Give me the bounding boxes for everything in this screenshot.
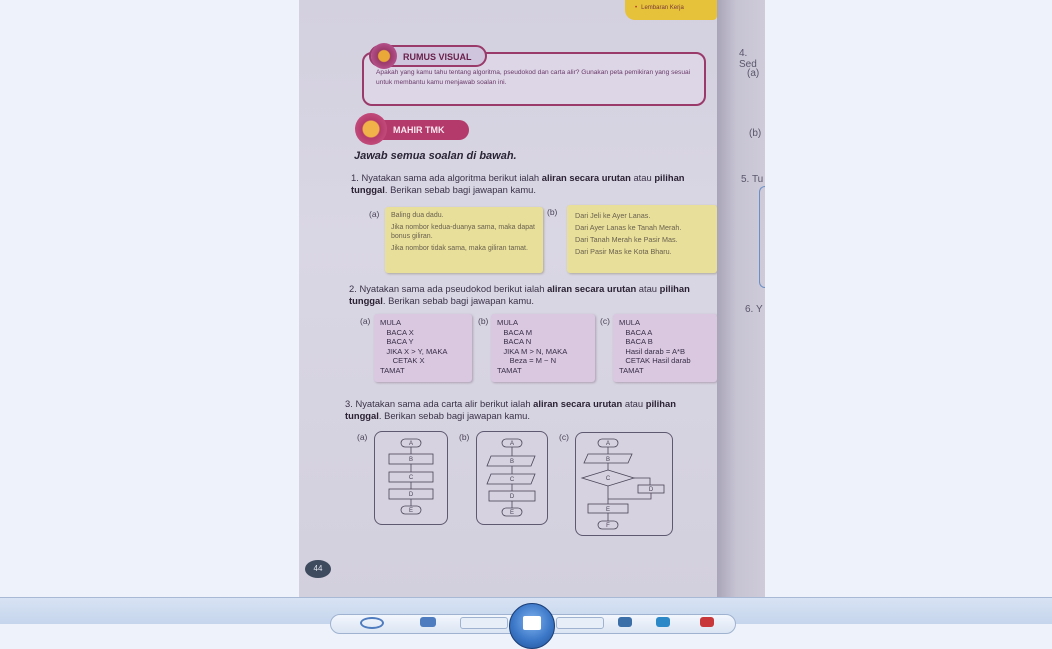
question-2 (349, 283, 701, 307)
pseudocode-box-b (491, 314, 595, 382)
label-c: (c) (559, 432, 569, 442)
code-line: CETAK X (380, 356, 425, 366)
flowchart-b-drawing (477, 432, 547, 524)
facing-question-4: 4. Sed (739, 48, 757, 70)
pencil-icon (355, 113, 387, 145)
flow-node-label: F (606, 523, 610, 529)
flow-node-label: A (509, 441, 515, 447)
code-line: Hasil darab = A*B (619, 346, 686, 356)
flow-node-label: A (408, 441, 414, 447)
question-number: 3. (345, 398, 353, 409)
zoom-button[interactable] (460, 617, 508, 629)
pseudocode-box-c (613, 314, 717, 382)
flowchart-a (374, 431, 448, 525)
question-text: . Berikan sebab bagi jawapan kamu. (384, 184, 536, 195)
facing-page (717, 0, 765, 597)
flow-node-label: E (408, 508, 414, 514)
code-line: TAMAT (380, 365, 405, 375)
rumus-visual-text: Apakah yang kamu tahu tentang algoritma, pseudokod dan carta alir? Gunakan peta pemikiran yang sesuai untuk membantu kamu menjawab soalan ini. (376, 69, 691, 86)
question-number: 2. (349, 283, 357, 294)
algorithm-line: Baling dua dadu. (391, 212, 444, 219)
flowchart-c-drawing (576, 433, 672, 535)
code-line: BACA N (497, 337, 532, 347)
question-text: Nyatakan sama ada algoritma berikut ialah (361, 172, 542, 183)
code-line: Beza = M − N (497, 356, 557, 366)
question-text: atau (630, 172, 655, 183)
question-text: Nyatakan sama ada carta alir berikut ialah (355, 398, 534, 409)
question-text: atau (622, 398, 646, 409)
label-a: (a) (369, 209, 380, 219)
label-b: (b) (547, 207, 558, 217)
slideshow-icon (523, 616, 541, 630)
code-line: MULA (619, 318, 641, 327)
rotate-left-icon[interactable] (618, 617, 632, 627)
question-number: 1. (351, 172, 359, 183)
flow-node-label: C (605, 476, 611, 482)
code-line: MULA (380, 318, 402, 327)
algorithm-box-a (385, 207, 543, 273)
algorithm-line: Dari Jeli ke Ayer Lanas. (575, 211, 651, 220)
flow-node-label: C (408, 475, 414, 481)
label-a: (a) (360, 316, 371, 326)
code-line: BACA M (497, 327, 533, 337)
flow-node-label: A (605, 441, 611, 447)
facing-label-a: (a) (747, 68, 760, 79)
rotate-right-icon[interactable] (656, 617, 670, 627)
code-line: BACA X (380, 327, 414, 337)
flow-node-label: D (648, 487, 654, 493)
code-line: JIKA M > N, MAKA (497, 346, 568, 356)
code-line: TAMAT (619, 365, 644, 375)
algorithm-line: Jika nombor tidak sama, maka giliran tamat. (391, 245, 528, 252)
code-line: CETAK Hasil darab (619, 356, 691, 366)
pseudocode-box-a (374, 314, 472, 382)
code-line: BACA A (619, 327, 653, 337)
rumus-visual-title: RUMUS VISUAL (369, 45, 487, 67)
code-line: JIKA X > Y, MAKA (380, 346, 448, 356)
next-icon[interactable] (420, 617, 436, 627)
question-text: . Berikan sebab bagi jawapan kamu. (382, 295, 534, 306)
slideshow-button[interactable] (509, 603, 555, 649)
question-bold: pilihan tunggal (345, 398, 676, 421)
facing-label-b: (b) (749, 128, 762, 139)
label-c: (c) (600, 316, 610, 326)
label-a: (a) (357, 432, 368, 442)
question-text: atau (636, 283, 660, 294)
label-b: (b) (478, 316, 489, 326)
flow-node-label: B (509, 459, 515, 465)
facing-question-5: 5. Tu (741, 174, 764, 185)
question-bold: aliran secara urutan (533, 398, 623, 409)
instructions-heading: Jawab semua soalan di bawah. (354, 150, 517, 162)
code-line: MULA (497, 318, 519, 327)
flowchart-c (575, 432, 673, 536)
algorithm-box-b (567, 205, 717, 273)
question-bold: aliran secara urutan (547, 283, 637, 294)
question-bold: aliran secara urutan (541, 172, 631, 183)
algorithm-line: Dari Pasir Mas ke Kota Bharu. (575, 247, 672, 256)
code-line: TAMAT (497, 365, 522, 375)
delete-icon[interactable] (700, 617, 714, 627)
facing-question-6: 6. Y (745, 304, 763, 315)
question-3 (345, 398, 701, 422)
flow-node-label: E (605, 507, 611, 513)
question-bold: pilihan tunggal (349, 283, 690, 306)
code-line: BACA Y (380, 337, 414, 347)
textbook-page (299, 0, 717, 597)
flow-node-label: B (605, 457, 611, 463)
question-text: . Berikan sebab bagi jawapan kamu. (378, 410, 530, 421)
algorithm-line: Dari Tanah Merah ke Pasir Mas. (575, 235, 678, 244)
algorithm-line: Jika nombor kedua-duanya sama, maka dapat bonus giliran. (391, 224, 535, 240)
flowchart-b (476, 431, 548, 525)
flow-node-label: D (509, 494, 515, 500)
photo (299, 0, 765, 597)
lightbulb-icon (371, 43, 397, 69)
fit-button[interactable] (556, 617, 604, 629)
flow-node-label: B (408, 457, 414, 463)
previous-icon[interactable] (360, 617, 384, 629)
flow-node-label: C (509, 477, 515, 483)
mahir-tmk-title: MAHIR TMK (357, 120, 469, 140)
question-bold: pilihan tunggal (351, 172, 685, 195)
question-1 (351, 172, 701, 196)
facing-answer-box (759, 186, 765, 288)
page-number: 44 (305, 560, 331, 578)
label-b: (b) (459, 432, 470, 442)
flow-node-label: D (408, 492, 414, 498)
question-text: Nyatakan sama ada pseudokod berikut ialah (359, 283, 548, 294)
flowchart-a-drawing (375, 432, 447, 524)
algorithm-line: Dari Ayer Lanas ke Tanah Merah. (575, 223, 682, 232)
flow-node-label: E (509, 510, 515, 516)
code-line: BACA B (619, 337, 653, 347)
worksheet-ribbon: • Lembaran Kerja (625, 0, 717, 20)
